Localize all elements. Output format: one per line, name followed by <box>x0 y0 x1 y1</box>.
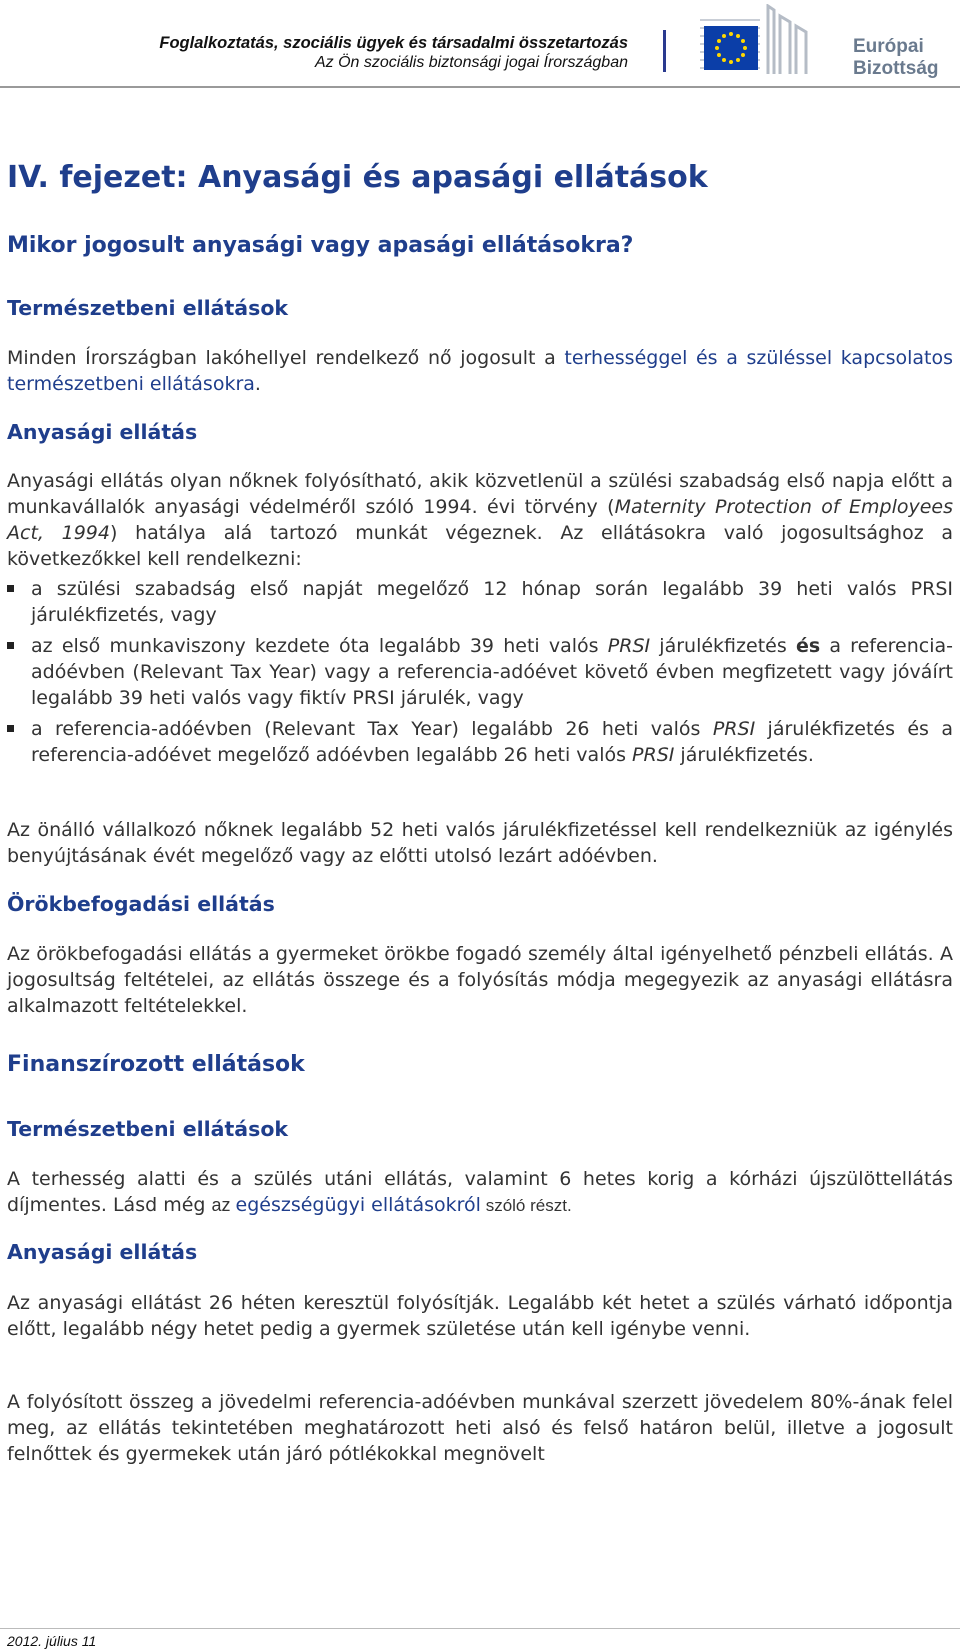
text: ) hatálya alá tartozó munkát végeznek. Az ellátásokra való jogosultsághoz a következőkkel kell rendelkezni: <box>7 522 954 570</box>
organization-name <box>853 36 939 80</box>
question-heading: Mikor jogosult anyasági vagy apasági ellátásokra? <box>7 233 634 258</box>
bullet-icon <box>7 642 14 649</box>
list-item <box>7 576 953 628</box>
eu-flag-icon <box>700 4 850 80</box>
eligibility-list <box>7 576 953 773</box>
text: a referencia-adóévben (Relevant Tax Year) legalább 26 heti valós <box>31 718 713 740</box>
header-rule <box>0 86 960 88</box>
text: Anyasági ellátás olyan nőknek folyósítható, akik közvetlenül a szülési szabadság első napja előtt a munkavállalók anyasági védelméről szóló 1994. évi törvény ( <box>7 470 953 518</box>
text: Minden Írországban lakóhellyel rendelkező nő jogosult a <box>7 347 565 369</box>
page-footer <box>7 1633 96 1649</box>
link-health-care[interactable]: egészségügyi ellátásokról <box>235 1194 481 1216</box>
text: PRSI <box>712 718 756 740</box>
act-name: Maternity Protection of Employees Act, 1994 <box>7 496 953 544</box>
text: PRSI <box>632 744 675 766</box>
text: szóló részt. <box>480 1196 572 1215</box>
text: járulékfizetés. <box>674 744 814 766</box>
footer-rule <box>0 1628 960 1629</box>
footer-date: 2012. július <box>7 1633 78 1649</box>
paragraph-duration: Az anyasági ellátást 26 héten keresztül folyósítják. Legalább két hetet a szülés várható időpontja előtt, legalább négy hetet pedig a gyermek születése után kell igénybe venni. <box>7 1292 953 1340</box>
text: járulékfizetés <box>650 635 796 657</box>
text: járulékfizetés és a referencia-adóévet megelőző adóévben legalább 26 heti valós <box>31 718 953 766</box>
heading-benefits-in-kind: Természetbeni ellátások <box>7 296 289 320</box>
text: PRSI <box>607 635 651 657</box>
list-item <box>7 716 953 768</box>
text: az <box>211 1195 236 1215</box>
paragraph-adoptive: Az örökbefogadási ellátás a gyermeket örökbe fogadó személy által igényelhető pénzbeli ellátás. A jogosultság feltételei, az ellátás összege és a folyósítás módja megegyezik az anyasági ellátásra alkalmazott feltételekkel. <box>7 943 953 1017</box>
text: az első munkaviszony kezdete óta legalább 39 heti valós <box>31 635 608 657</box>
heading-benefits-in-kind-2: Természetbeni ellátások <box>7 1117 289 1141</box>
list-item <box>7 633 953 711</box>
heading-maternity-benefit: Anyasági ellátás <box>7 420 198 444</box>
bullet-icon <box>7 725 14 732</box>
text: A terhesség alatti és a szülés utáni ellátás, valamint 6 hetes korig a kórházi újszülöttellátás díjmentes. Lásd még <box>7 1168 953 1216</box>
paragraph-self-employed: Az önálló vállalkozó nőknek legalább 52 heti valós járulékfizetéssel kell rendelkezniük az igénylés benyújtásának évét megelőző vagy az előtti utolsó lezárt adóévben. <box>7 819 953 867</box>
header-separator <box>663 30 666 72</box>
heading-funded-benefits: Finanszírozott ellátások <box>7 1052 305 1077</box>
link-pregnancy-benefits[interactable]: terhességgel és a szüléssel kapcsolatos természetbeni ellátásokra <box>7 347 954 395</box>
page-header <box>0 0 960 86</box>
heading-adoptive-benefit: Örökbefogadási ellátás <box>7 892 275 916</box>
text: . <box>254 373 261 395</box>
paragraph-care-free <box>7 1166 953 1219</box>
paragraph-in-kind <box>7 345 953 397</box>
org-line-1: Európai <box>853 36 924 57</box>
bullet-icon <box>7 585 14 592</box>
org-line-2: Bizottság <box>853 58 939 79</box>
text: és <box>795 635 821 657</box>
heading-maternity-benefit-2: Anyasági ellátás <box>7 1240 198 1264</box>
text: a szülési szabadság első napját megelőző 12 hónap során legalább 39 heti valós PRSI járulékfizetés, vagy <box>31 578 953 626</box>
text: a referencia-adóévben (Relevant Tax Year) vagy a referencia-adóévet követő évben megfizetett vagy jóváírt legalább 39 heti valós vagy fiktív PRSI járulék, vagy <box>31 635 953 709</box>
chapter-title: IV. fejezet: Anyasági és apasági ellátások <box>7 160 708 195</box>
header-subtitle: Az Ön szociális biztonsági jogai Írországban <box>314 54 628 71</box>
page-number: 11 <box>81 1633 97 1649</box>
header-title: Foglalkoztatás, szociális ügyek és társadalmi összetartozás <box>159 34 628 52</box>
paragraph-maternity <box>7 468 953 572</box>
paragraph-amount: A folyósított összeg a jövedelmi referencia-adóévben munkával szerzett jövedelem 80%-ának felel meg, az ellátás tekintetében meghatározott heti alsó és felső határon belül, illetve a jogosult felnőttek és gyermekek után járó pótlékokkal megnövelt <box>7 1391 953 1465</box>
